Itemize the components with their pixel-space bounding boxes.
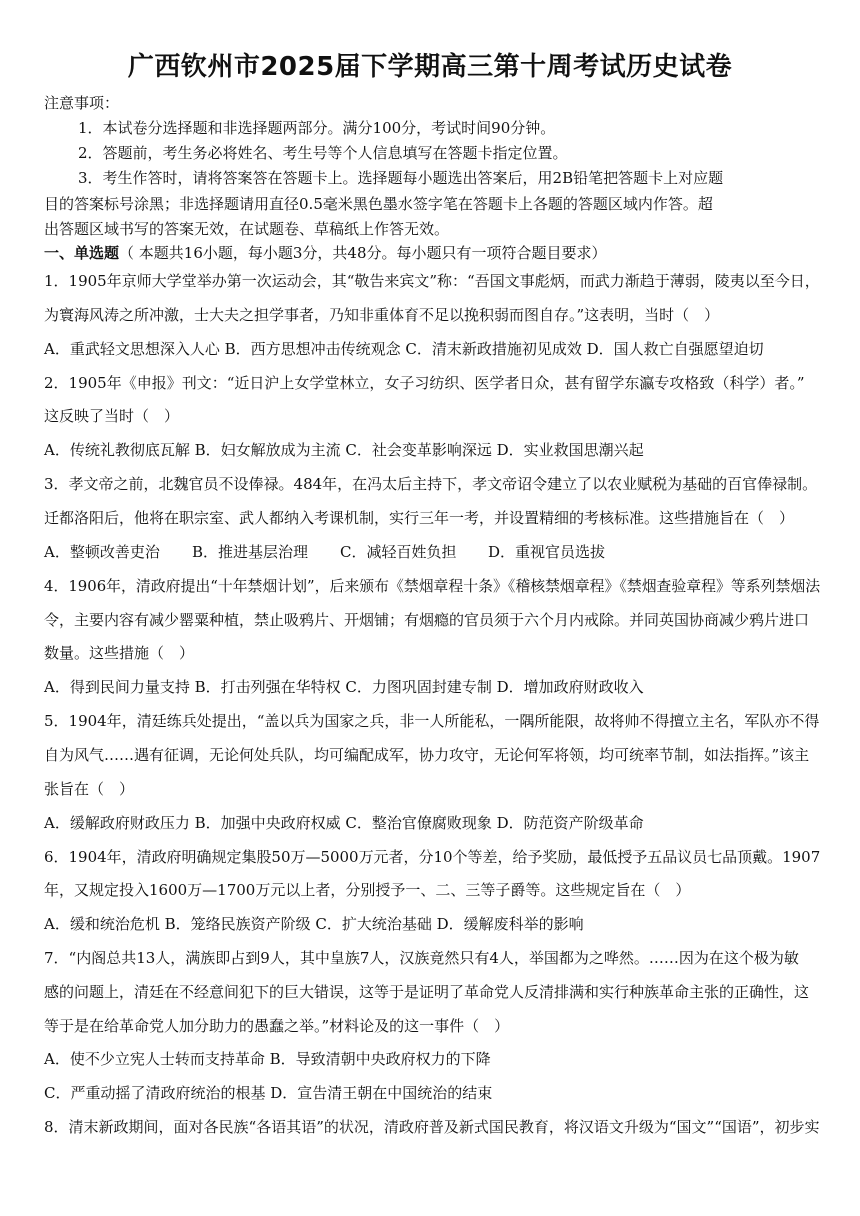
question-5-stem: 张旨在（ ） (44, 780, 135, 798)
question-7-stem: 等于是在给革命党人加分助力的愚蠢之举。”材料论及的这一事件（ ） (44, 1017, 510, 1035)
question-3-options (44, 542, 824, 562)
question-4-stem: 数量。这些措施（ ） (44, 644, 195, 662)
question-6-stem: 6．1904年，清政府明确规定集股50万—5000万元者，分10个等差，给予奖励，最低授予五品议员七品顶戴。1907 (44, 848, 821, 866)
section-heading (44, 243, 607, 263)
question-6-options: A．缓和统治危机 B．笼络民族资产阶级 C．扩大统治基础 D．缓解废科举的影响 (44, 915, 584, 933)
question-5-stem: 5．1904年，清廷练兵处提出，“盖以兵为国家之兵，非一人所能私，一隅所能限，故将帅不得擅立主名，军队亦不得 (44, 712, 820, 730)
question-4-options: A．得到民间力量支持 B．打击列强在华特权 C．力图巩固封建专制 D．增加政府财政收入 (44, 678, 644, 696)
option-c: C．减轻百姓负担 (340, 543, 457, 561)
question-1-options: A．重武轻文思想深入人心 B．西方思想冲击传统观念 C．清末新政措施初见成效 D．国人救亡自强愿望迫切 (44, 340, 764, 358)
question-3-stem: 迁都洛阳后，他将在职宗室、武人都纳入考课机制，实行三年一考，并设置精细的考核标准。这些措施旨在（ ） (44, 509, 795, 527)
question-6-stem: 年，又规定投入1600万—1700万元以上者，分别授予一、二、三等子爵等。这些规定旨在（ ） (44, 881, 691, 899)
question-5-stem: 自为风气……遇有征调，无论何处兵队，均可编配成军，协力攻守，无论何军将领，均可统率节制，如法指挥。”该主 (44, 746, 810, 764)
question-2-stem: 这反映了当时（ ） (44, 407, 180, 425)
notice-item: 目的答案标号涂黑；非选择题请用直径0.5毫米黑色墨水签字笔在答题卡上各题的答题区域内作答。超 (44, 195, 713, 213)
question-7-stem: 感的问题上，清廷在不经意间犯下的巨大错误，这等于是证明了革命党人反清排满和实行种族革命主张的正确性，这 (44, 983, 810, 1001)
question-5-options: A．缓解政府财政压力 B．加强中央政府权威 C．整治官僚腐败现象 D．防范资产阶级革命 (44, 814, 644, 832)
question-2-stem: 2．1905年《申报》刊文：“近日沪上女学堂林立，女子习纺织、医学者日众，甚有留学东瀛专攻格致（科学）者。” (44, 374, 805, 392)
notice-item: 3．考生作答时，请将答案答在答题卡上。选择题每小题选出答案后，用2B铅笔把答题卡上对应题 (78, 169, 724, 187)
question-7-options: C．严重动摇了清政府统治的根基 D．宣告清王朝在中国统治的结束 (44, 1084, 493, 1102)
option-a: A．整顿改善吏治 (44, 543, 160, 561)
question-1-stem: 为寰海风涛之所冲激，士大夫之担学事者，乃知非重体育不足以挽积弱而图自存。”这表明，当时（ ） (44, 306, 720, 324)
question-7-options: A．使不少立宪人士转而支持革命 B．导致清朝中央政府权力的下降 (44, 1050, 491, 1068)
notice-item: 1．本试卷分选择题和非选择题两部分。满分100分，考试时间90分钟。 (78, 119, 556, 137)
option-d: D．重视官员选拔 (488, 543, 606, 561)
question-4-stem: 令，主要内容有减少罂粟种植，禁止吸鸦片、开烟铺；有烟瘾的官员须于六个月内戒除。并同英国协商减少鸦片进口 (44, 611, 810, 629)
question-3-stem: 3．孝文帝之前，北魏官员不设俸禄。484年，在冯太后主持下，孝文帝诏令建立了以农业赋税为基础的百官俸禄制。 (44, 475, 818, 493)
exam-title: 广西钦州市2025届下学期高三第十周考试历史试卷 (127, 52, 733, 82)
section-label: 一、单选题 (44, 244, 120, 262)
question-8-stem: 8．清末新政期间，面对各民族“各语其语”的状况，清政府普及新式国民教育，将汉语文升级为“国文”“国语”，初步实 (44, 1118, 820, 1136)
notice-item: 2．答题前，考生务必将姓名、考生号等个人信息填写在答题卡指定位置。 (78, 144, 568, 162)
section-description: （ 本题共16小题，每小题3分，共48分。每小题只有一项符合题目要求） (119, 244, 607, 262)
question-1-stem: 1．1905年京师大学堂举办第一次运动会，其“敬告来宾文”称：“吾国文事彪炳，而武力渐趋于薄弱，陵夷以至今日， (44, 272, 820, 290)
option-b: B．推进基层治理 (192, 543, 309, 561)
notice-item: 出答题区域书写的答案无效，在试题卷、草稿纸上作答无效。 (44, 220, 450, 238)
question-4-stem: 4．1906年，清政府提出“十年禁烟计划”，后来颁布《禁烟章程十条》《稽核禁烟章程》《禁烟查验章程》等系列禁烟法 (44, 577, 821, 595)
question-7-stem: 7．“内阁总共13人，满族即占到9人，其中皇族7人，汉族竟然只有4人，举国都为之哗然。……因为在这个极为敏 (44, 949, 799, 967)
question-2-options: A．传统礼教彻底瓦解 B．妇女解放成为主流 C．社会变革影响深远 D．实业救国思潮兴起 (44, 441, 644, 459)
notice-heading: 注意事项： (44, 94, 120, 112)
